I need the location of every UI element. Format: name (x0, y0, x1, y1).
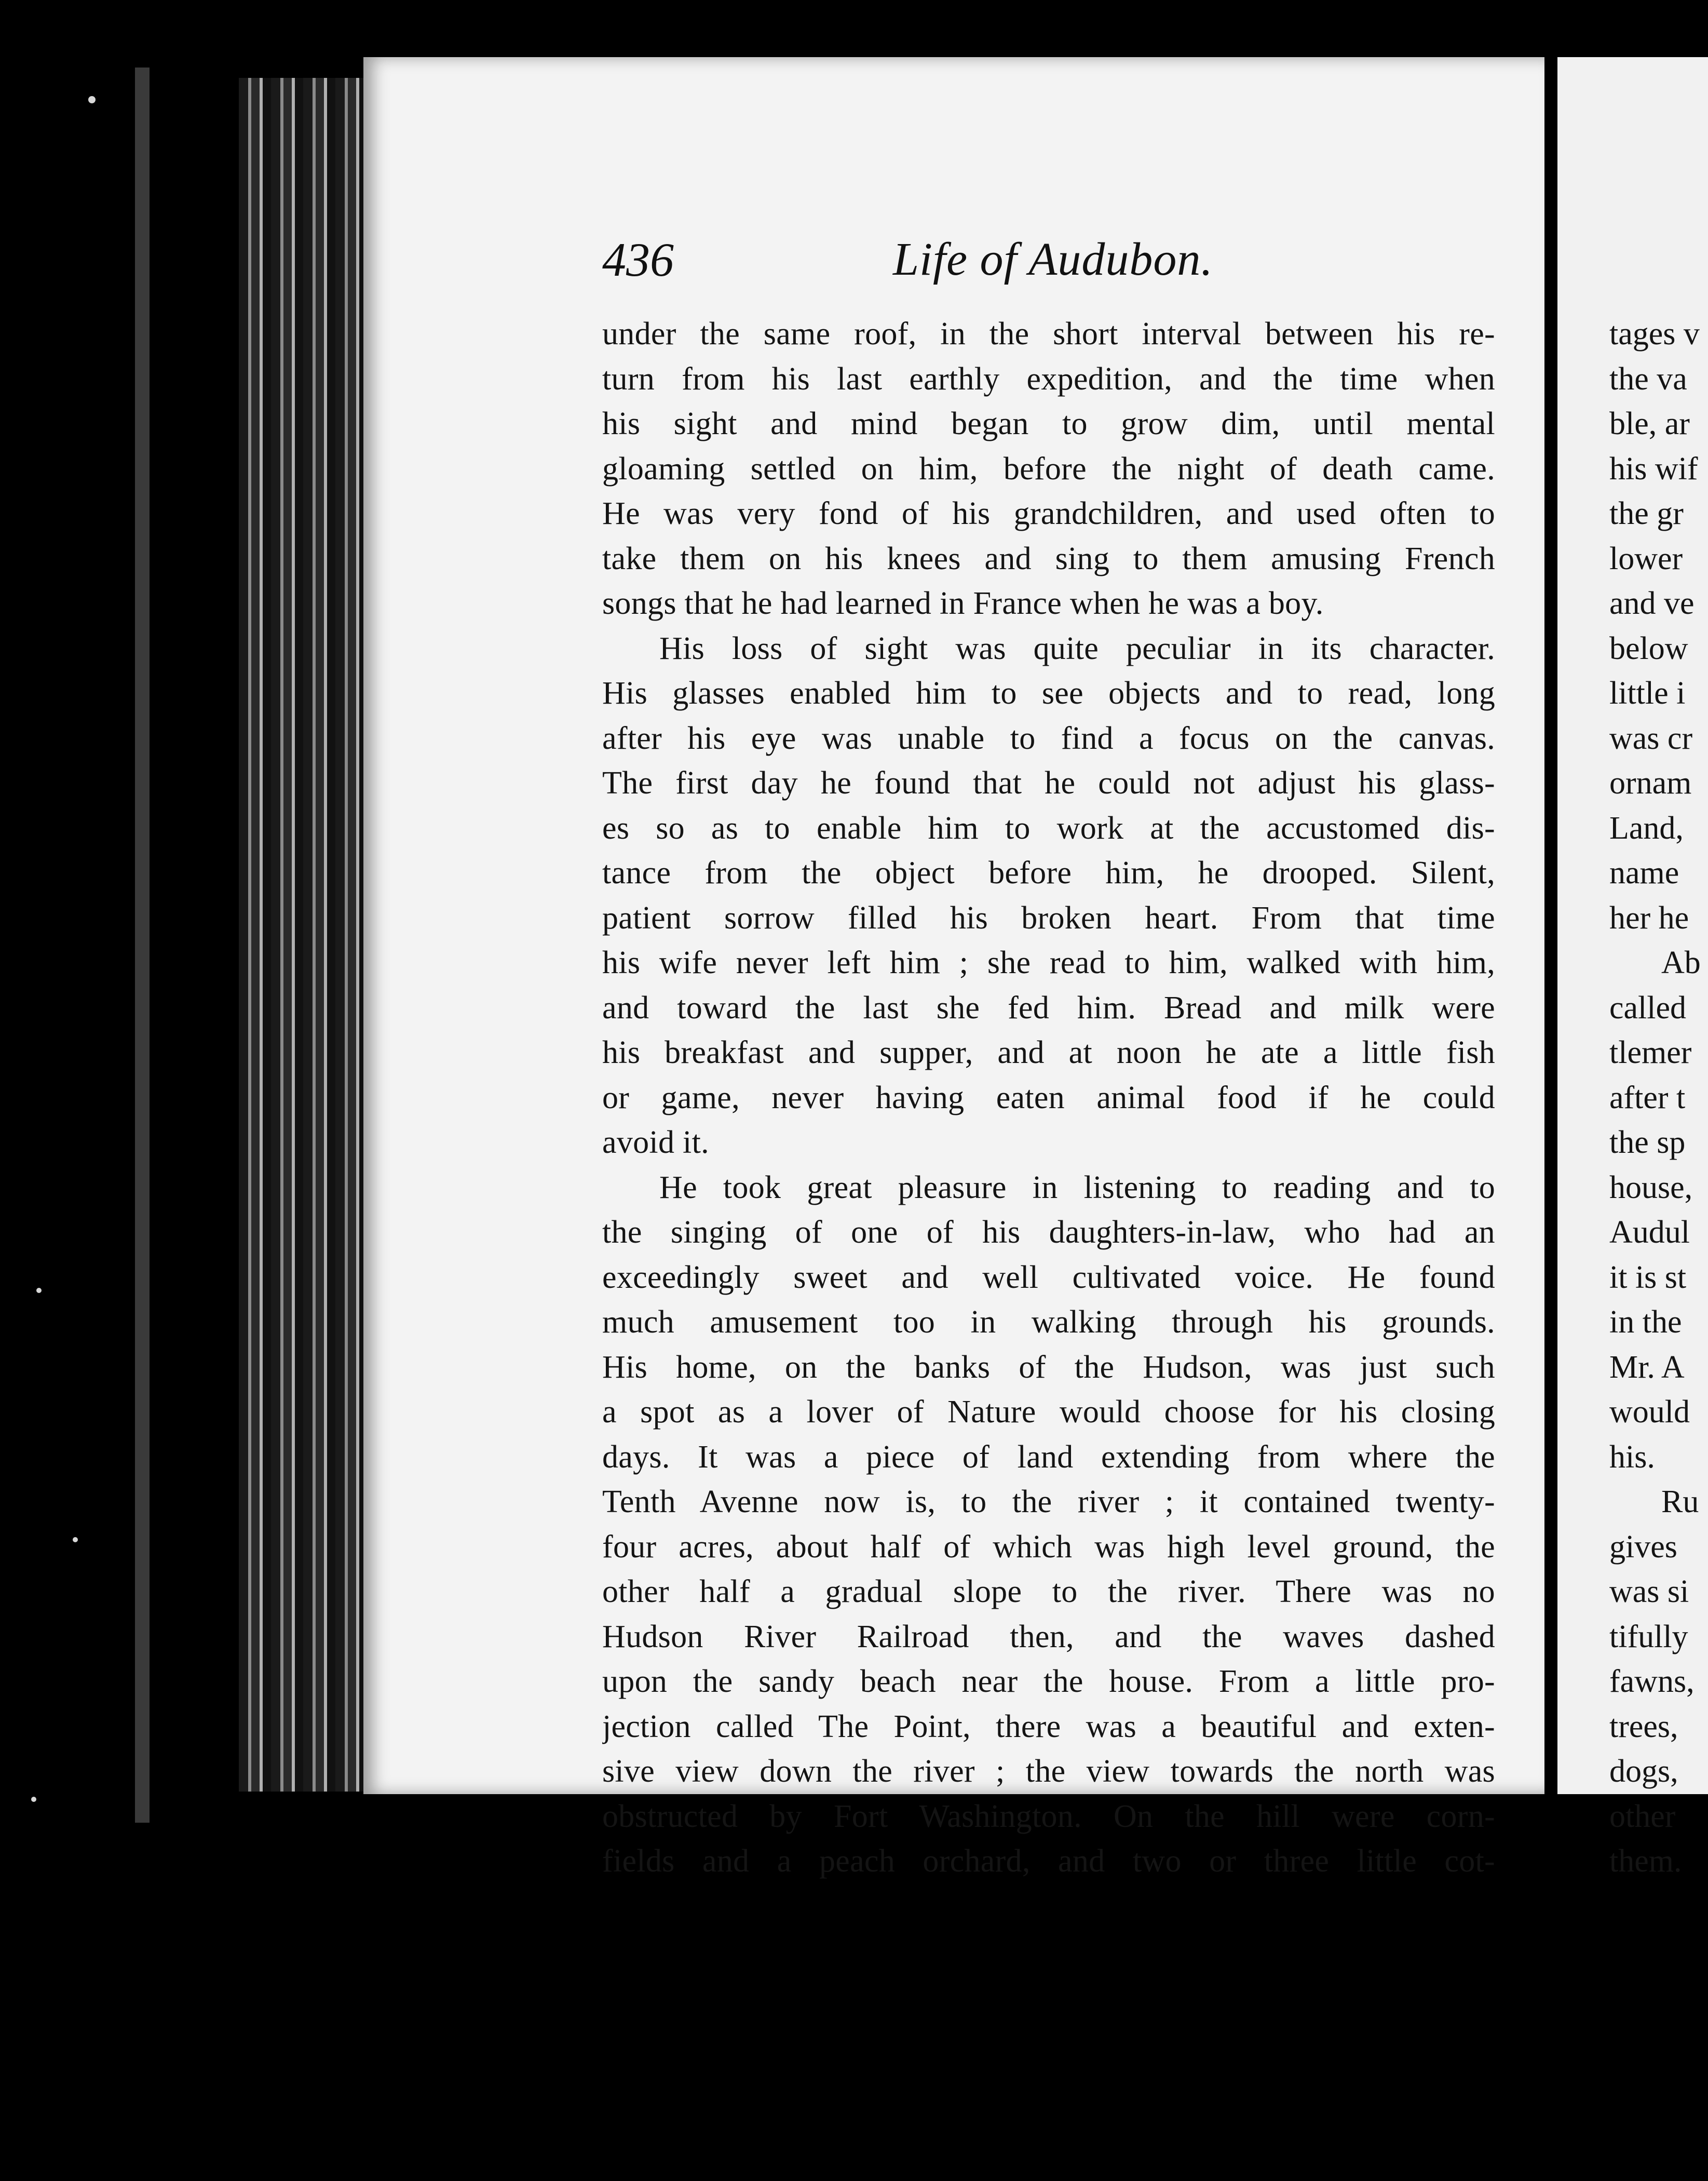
text-line: his sight and mind began to grow dim, until mental (602, 406, 1495, 441)
text-line: his wife never left him ; she read to him, walked with him, (602, 945, 1495, 980)
text-line: much amusement too in walking through his grounds. (602, 1304, 1495, 1340)
fragment-line: them. (1609, 1843, 1682, 1879)
text-line: songs that he had learned in France when he was a boy. (602, 586, 1324, 621)
text-line: upon the sandy beach near the house. From a little pro- (602, 1664, 1495, 1699)
text-line: He was very fond of his grandchildren, and used often to (602, 496, 1495, 531)
scan-speck (73, 1537, 78, 1542)
text-line: His home, on the banks of the Hudson, was just such (602, 1349, 1495, 1385)
text-line: The first day he found that he could not adjust his glass- (602, 765, 1495, 801)
fragment-line: dogs, (1609, 1754, 1678, 1789)
fragment-line: in the (1609, 1304, 1682, 1340)
page-body-text (602, 312, 1495, 1884)
right-page-text-fragment (1609, 312, 1708, 1884)
text-line: after his eye was unable to find a focus on the canvas. (602, 720, 1495, 756)
text-line: sive view down the river ; the view towards the north was (602, 1754, 1495, 1789)
text-line: under the same roof, in the short interval between his re- (602, 316, 1495, 352)
fragment-line: Ab (1661, 945, 1701, 980)
fragment-line: fawns, (1609, 1664, 1695, 1699)
scan-speck (31, 1797, 36, 1802)
fragment-line: trees, (1609, 1708, 1678, 1744)
fragment-line: was si (1609, 1574, 1689, 1609)
fragment-line: the sp (1609, 1125, 1686, 1160)
running-title: Life of Audubon. (893, 234, 1213, 285)
fragment-line: tlemer (1609, 1035, 1692, 1070)
fragment-line: was cr (1609, 720, 1693, 756)
fragment-line: gives (1609, 1529, 1677, 1565)
text-line: jection called The Point, there was a beautiful and exten- (602, 1708, 1495, 1744)
fragment-line: and ve (1609, 586, 1695, 621)
paragraph-start-line: His loss of sight was quite peculiar in its character. (659, 630, 1495, 666)
text-line: turn from his last earthly expedition, and the time when (602, 361, 1495, 397)
fragment-line: house, (1609, 1169, 1693, 1205)
fragment-line: the va (1609, 361, 1687, 397)
scan-speck (88, 96, 96, 103)
fragment-line: her he (1609, 900, 1689, 936)
text-line: Hudson River Railroad then, and the waves dashed (602, 1619, 1495, 1654)
text-line: avoid it. (602, 1125, 709, 1160)
text-line: a spot as a lover of Nature would choose for his closing (602, 1394, 1495, 1430)
stacked-page-edges (239, 78, 369, 1792)
page-number: 436 (602, 233, 674, 286)
fragment-line: name (1609, 855, 1679, 891)
text-line: exceedingly sweet and well cultivated voice. He found (602, 1259, 1495, 1295)
text-line: es so as to enable him to work at the accustomed dis- (602, 810, 1495, 846)
fragment-line: lower (1609, 541, 1683, 576)
book-spine-edge (135, 68, 150, 1823)
fragment-line: other (1609, 1798, 1676, 1834)
fragment-line: Audul (1609, 1215, 1690, 1250)
text-line: or game, never having eaten animal food if he could (602, 1080, 1495, 1115)
fragment-line: Land, (1609, 810, 1684, 846)
text-line: his breakfast and supper, and at noon he ate a little fish (602, 1035, 1495, 1070)
fragment-line: the gr (1609, 496, 1684, 531)
scan-speck (36, 1288, 42, 1293)
fragment-line: below (1609, 630, 1688, 666)
paragraph-start-line: He took great pleasure in listening to reading and to (659, 1169, 1495, 1205)
fragment-line: called (1609, 990, 1687, 1026)
fragment-line: would (1609, 1394, 1690, 1430)
text-line: patient sorrow filled his broken heart. From that time (602, 900, 1495, 936)
text-line: and toward the last she fed him. Bread and milk were (602, 990, 1495, 1026)
text-line: Tenth Avenne now is, to the river ; it contained twenty- (602, 1484, 1495, 1519)
text-line: four acres, about half of which was high level ground, the (602, 1529, 1495, 1565)
fragment-line: after t (1609, 1080, 1686, 1115)
text-line: take them on his knees and sing to them amusing French (602, 541, 1495, 576)
text-line: His glasses enabled him to see objects and to read, long (602, 676, 1495, 711)
fragment-line: it is st (1609, 1259, 1687, 1295)
text-line: fields and a peach orchard, and two or three little cot- (602, 1843, 1495, 1879)
text-line: days. It was a piece of land extending from where the (602, 1439, 1495, 1475)
fragment-line: tifully (1609, 1619, 1688, 1654)
fragment-line: little i (1609, 676, 1686, 711)
text-line: other half a gradual slope to the river. There was no (602, 1574, 1495, 1609)
text-line: tance from the object before him, he drooped. Silent, (602, 855, 1495, 891)
page-header (602, 228, 1495, 291)
fragment-line: ornam (1609, 765, 1692, 801)
fragment-line: Mr. A (1609, 1349, 1685, 1385)
text-line: the singing of one of his daughters-in-law, who had an (602, 1215, 1495, 1250)
fragment-line: his. (1609, 1439, 1655, 1475)
fragment-line: his wif (1609, 451, 1698, 487)
fragment-line: Ru (1661, 1484, 1699, 1519)
text-line: obstructed by Fort Washington. On the hill were corn- (602, 1798, 1495, 1834)
fragment-line: tages v (1609, 316, 1700, 352)
text-line: gloaming settled on him, before the night of death came. (602, 451, 1495, 487)
fragment-line: ble, ar (1609, 406, 1690, 441)
